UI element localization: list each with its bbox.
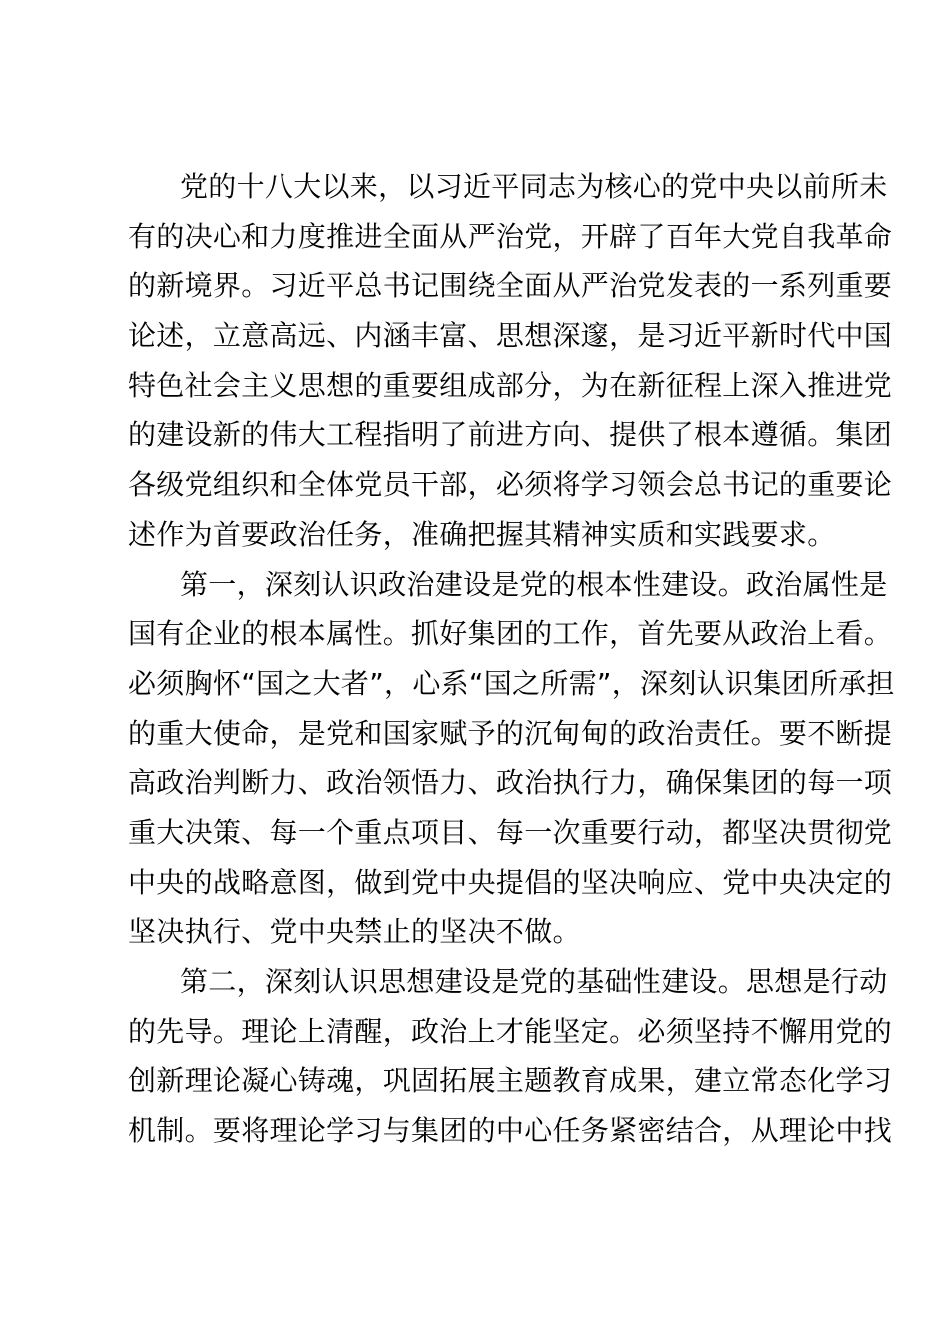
paragraph-line: 高政治判断力、政治领悟力、政治执行力，确保集团的每一项 — [128, 766, 893, 800]
paragraph-line: 论述，立意高远、内涵丰富、思想深邃，是习近平新时代中国 — [128, 319, 893, 353]
paragraph-line: 第一，深刻认识政治建设是党的根本性建设。政治属性是 — [180, 567, 888, 601]
paragraph-line: 机制。要将理论学习与集团的中心任务紧密结合，从理论中找 — [128, 1114, 893, 1148]
document-body — [128, 162, 895, 1156]
paragraph-political-building — [128, 560, 895, 958]
paragraph-ideological-building — [128, 957, 893, 1156]
paragraph-line: 述作为首要政治任务，准确把握其精神实质和实践要求。 — [128, 517, 836, 551]
paragraph-line: 必须胸怀“国之大者”，心系“国之所需”，深刻认识集团所承担 — [128, 666, 895, 700]
paragraph-line: 党的十八大以来，以习近平同志为核心的党中央以前所未 — [180, 170, 888, 203]
paragraph-line: 中央的战略意图，做到党中央提倡的坚决响应、党中央决定的 — [128, 865, 893, 899]
paragraph-line: 的建设新的伟大工程指明了前进方向、提供了根本遵循。集团 — [128, 418, 893, 452]
paragraph-line: 的新境界。习近平总书记围绕全面从严治党发表的一系列重要 — [128, 269, 893, 303]
paragraph-line: 的先导。理论上清醒，政治上才能坚定。必须坚持不懈用党的 — [128, 1014, 893, 1048]
paragraph-line: 特色社会主义思想的重要组成部分，为在新征程上深入推进党 — [128, 368, 893, 402]
paragraph-line: 有的决心和力度推进全面从严治党，开辟了百年大党自我革命 — [128, 219, 893, 253]
paragraph-line: 国有企业的根本属性。抓好集团的工作，首先要从政治上看。 — [128, 617, 893, 651]
paragraph-line: 坚决执行、党中央禁止的坚决不做。 — [128, 915, 581, 949]
paragraph-intro — [128, 162, 893, 560]
paragraph-line: 重大决策、每一个重点项目、每一次重要行动，都坚决贯彻党 — [128, 815, 893, 849]
paragraph-line: 的重大使命，是党和国家赋予的沉甸甸的政治责任。要不断提 — [128, 716, 893, 750]
paragraph-line: 创新理论凝心铸魂，巩固拓展主题教育成果，建立常态化学习 — [128, 1064, 893, 1098]
paragraph-line: 各级党组织和全体党员干部，必须将学习领会总书记的重要论 — [128, 468, 893, 502]
paragraph-line: 第二，深刻认识思想建设是党的基础性建设。思想是行动 — [180, 965, 888, 998]
